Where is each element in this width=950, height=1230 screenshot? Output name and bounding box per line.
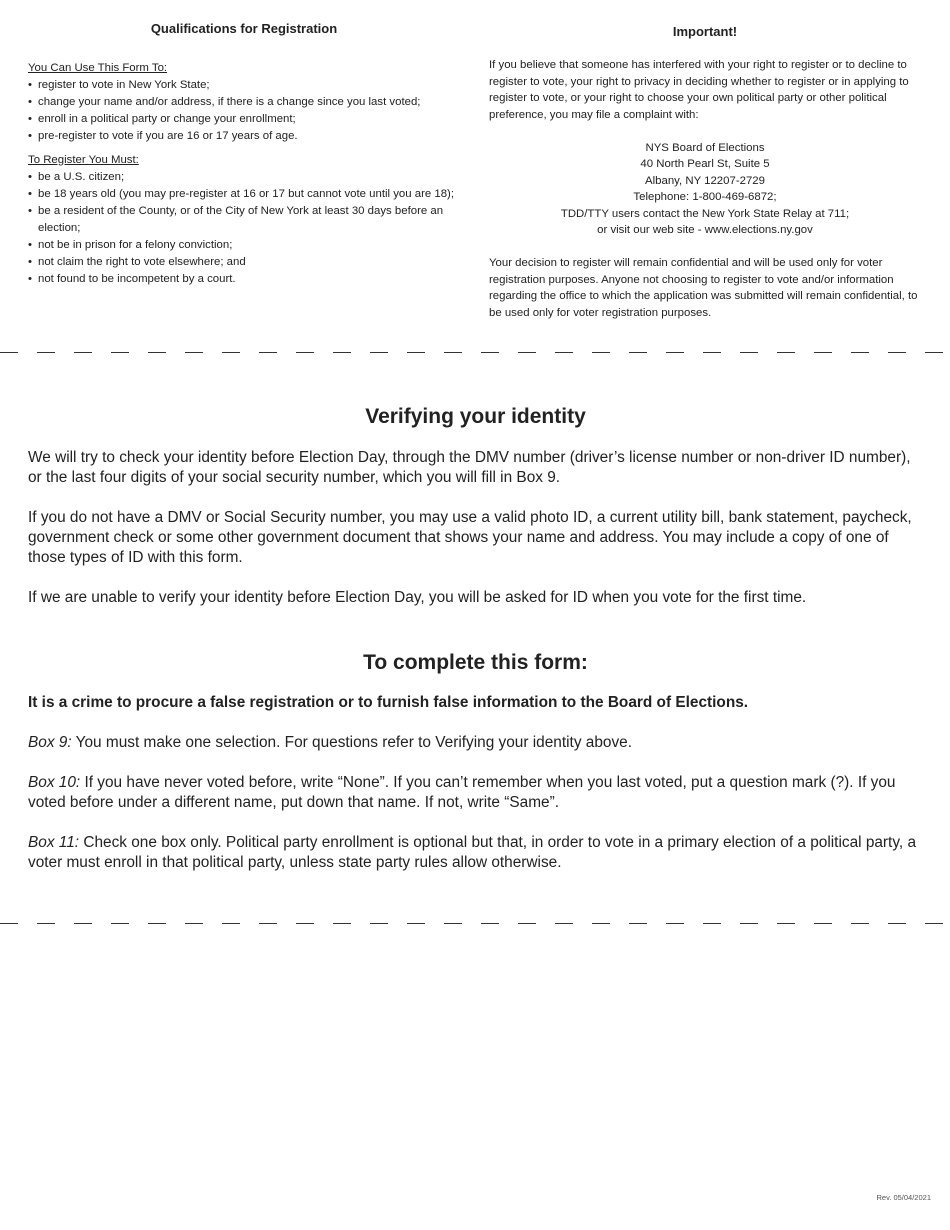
complete-title: To complete this form:	[363, 651, 588, 674]
false-info-warning: It is a crime to procure a false registration or to furnish false information to the Board of Elections.	[28, 694, 749, 711]
address-line: Albany, NY 12207-2729	[645, 174, 765, 187]
box-10-instruction	[28, 773, 923, 813]
qualifications-title: Qualifications for Registration	[150, 21, 338, 36]
list-item: • be a resident of the County, or of the City of New York at least 30 days before an election;	[28, 203, 460, 237]
list-item: • not be in prison for a felony conviction;	[28, 237, 460, 254]
box-label: Box 11:	[28, 834, 80, 851]
address-line: 40 North Pearl St, Suite 5	[640, 158, 770, 171]
address-line: or visit our web site - www.elections.ny.gov	[597, 224, 813, 237]
list-item: • not claim the right to vote elsewhere; and	[28, 254, 460, 271]
verify-paragraph: If you do not have a DMV or Social Security number, you may use a valid photo ID, a current utility bill, bank statement, paycheck, government check or some other government document that shows your name and address. You may include a copy of one of those types of ID with this form.	[28, 509, 912, 566]
list-item: • not found to be incompetent by a court.	[28, 271, 460, 288]
cut-line-bottom	[0, 923, 950, 925]
must-list	[28, 169, 460, 289]
address-line: TDD/TTY users contact the New York State Relay at 711;	[560, 207, 850, 220]
revision-date: Rev. 05/04/2021	[876, 1193, 931, 1202]
complaint-intro: If you believe that someone has interfered with your right to register or to decline to register to vote, your right to privacy in deciding whether to register or in applying to register to vote, or your right to choose your own political party or other political preference, you may file a complaint with:	[489, 59, 909, 121]
box-label: Box 10:	[28, 774, 81, 791]
address-line: NYS Board of Elections	[645, 142, 765, 155]
list-item: • change your name and/or address, if there is a change since you last voted;	[28, 94, 460, 111]
box-text: Check one box only. Political party enrollment is optional but that, in order to vote in a primary election of a political party, a voter must enroll in that political party, unless state party rules allow otherwise.	[28, 834, 917, 871]
list-item: • enroll in a political party or change your enrollment;	[28, 111, 460, 128]
list-item: • pre-register to vote if you are 16 or 17 years of age.	[28, 128, 460, 145]
box-9-instruction	[28, 733, 923, 753]
list-item: • register to vote in New York State;	[28, 77, 460, 94]
list-item: • be 18 years old (you may pre-register at 16 or 17 but cannot vote until you are 18);	[28, 186, 460, 203]
verify-paragraph: If we are unable to verify your identity before Election Day, you will be asked for ID when you vote for the first time.	[28, 589, 807, 606]
box-label: Box 9:	[28, 734, 72, 751]
instructions-section	[28, 402, 923, 873]
address-line: Telephone: 1-800-469-6872;	[633, 191, 777, 204]
qualifications-section	[28, 20, 460, 288]
verify-paragraph: We will try to check your identity before Election Day, through the DMV number (driver’s license number or non-driver ID number), or the last four digits of your social security number, which you will fill in Box 9.	[28, 449, 911, 486]
box-11-instruction	[28, 833, 923, 873]
list-item: • be a U.S. citizen;	[28, 169, 460, 186]
must-heading: To Register You Must:	[28, 153, 139, 166]
board-address	[489, 140, 921, 238]
verify-title: Verifying your identity	[365, 405, 586, 428]
important-title: Important!	[672, 24, 738, 39]
confidentiality-note: Your decision to register will remain confidential and will be used only for voter registration purposes. Anyone not choosing to register to vote and/or information regarding the office to which the application was submitted will remain confidential, to be used only for voter registration purposes.	[489, 257, 918, 319]
use-form-heading: You Can Use This Form To:	[28, 62, 168, 75]
cut-line-top	[0, 352, 950, 354]
box-text: You must make one selection. For questions refer to Verifying your identity above.	[71, 734, 632, 751]
important-section	[489, 24, 921, 321]
use-form-list	[28, 77, 460, 145]
box-text: If you have never voted before, write “None”. If you can’t remember when you last voted, put a question mark (?). If you voted before under a different name, put down that name. If not, write “Same”.	[28, 774, 896, 811]
